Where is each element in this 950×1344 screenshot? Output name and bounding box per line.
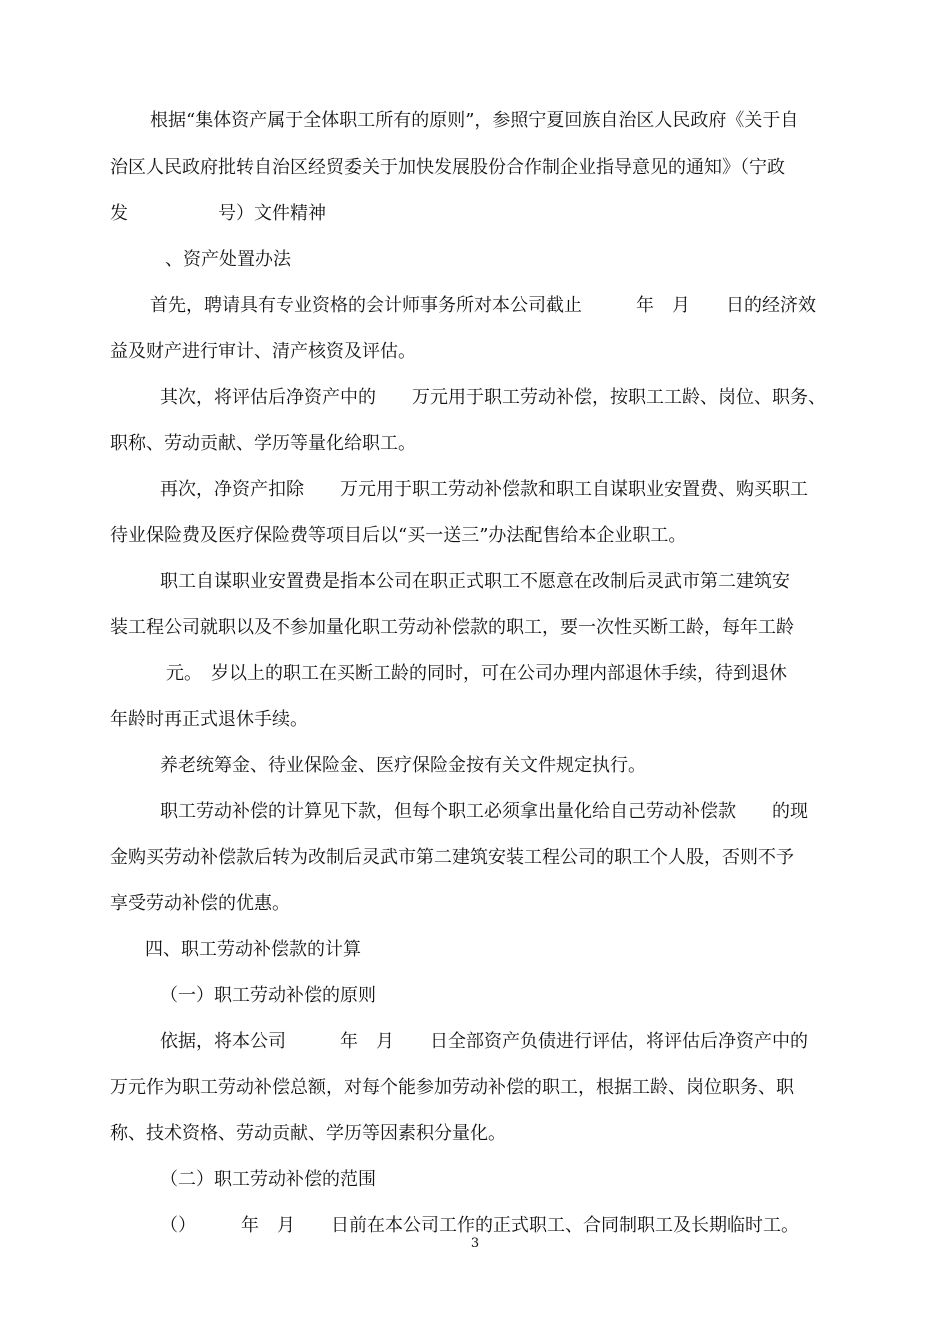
paragraph-line: 依据，将本公司 年 月 日全部资产负债进行评估，将评估后净资产中的	[160, 1031, 808, 1052]
paragraph-line: 养老统筹金、待业保险金、医疗保险金按有关文件规定执行。	[160, 755, 646, 776]
paragraph-line: 职称、劳动贡献、学历等量化给职工。	[110, 433, 416, 454]
section-heading: 、资产处置办法	[165, 249, 291, 270]
paragraph-line: 年龄时再正式退休手续。	[110, 709, 308, 730]
paragraph-line: 称、技术资格、劳动贡献、学历等因素积分量化。	[110, 1123, 506, 1144]
paragraph-line: 职工劳动补偿的计算见下款，但每个职工必须拿出量化给自己劳动补偿款 的现	[160, 801, 808, 822]
paragraph-line: 装工程公司就职以及不参加量化职工劳动补偿款的职工，要一次性买断工龄，每年工龄	[110, 617, 794, 638]
paragraph-line: 发 号）文件精神	[110, 203, 326, 224]
paragraph-line: （） 年 月 日前在本公司工作的正式职工、合同制职工及长期临时工。	[160, 1215, 799, 1236]
subsection-heading: （一）职工劳动补偿的原则	[160, 985, 376, 1006]
paragraph-line: 再次，净资产扣除 万元用于职工劳动补偿款和职工自谋职业安置费、购买职工	[160, 479, 808, 500]
subsection-heading: （二）职工劳动补偿的范围	[160, 1169, 376, 1190]
paragraph-line: 根据“集体资产属于全体职工所有的原则”，参照宁夏回族自治区人民政府《关于自	[150, 110, 799, 131]
paragraph-line: 待业保险费及医疗保险费等项目后以“买一送三”办法配售给本企业职工。	[110, 525, 687, 546]
paragraph-line: 治区人民政府批转自治区经贸委关于加快发展股份合作制企业指导意见的通知》（宁政	[110, 157, 785, 178]
paragraph-line: 享受劳动补偿的优惠。	[110, 893, 290, 914]
paragraph-line: 元。 岁以上的职工在买断工龄的同时，可在公司办理内部退休手续，待到退休	[166, 663, 787, 684]
paragraph-line: 益及财产进行审计、清产核资及评估。	[110, 341, 416, 362]
paragraph-line: 万元作为职工劳动补偿总额，对每个能参加劳动补偿的职工，根据工龄、岗位职务、职	[110, 1077, 794, 1098]
paragraph-line: 其次，将评估后净资产中的 万元用于职工劳动补偿，按职工工龄、岗位、职务、	[160, 387, 826, 408]
section-heading: 四、职工劳动补偿款的计算	[145, 939, 361, 960]
page-number: 3	[470, 1236, 480, 1251]
paragraph-line: 首先，聘请具有专业资格的会计师事务所对本公司截止 年 月 日的经济效	[150, 295, 816, 316]
paragraph-line: 职工自谋职业安置费是指本公司在职正式职工不愿意在改制后灵武市第二建筑安	[160, 571, 790, 592]
paragraph-line: 金购买劳动补偿款后转为改制后灵武市第二建筑安装工程公司的职工个人股，否则不予	[110, 847, 794, 868]
